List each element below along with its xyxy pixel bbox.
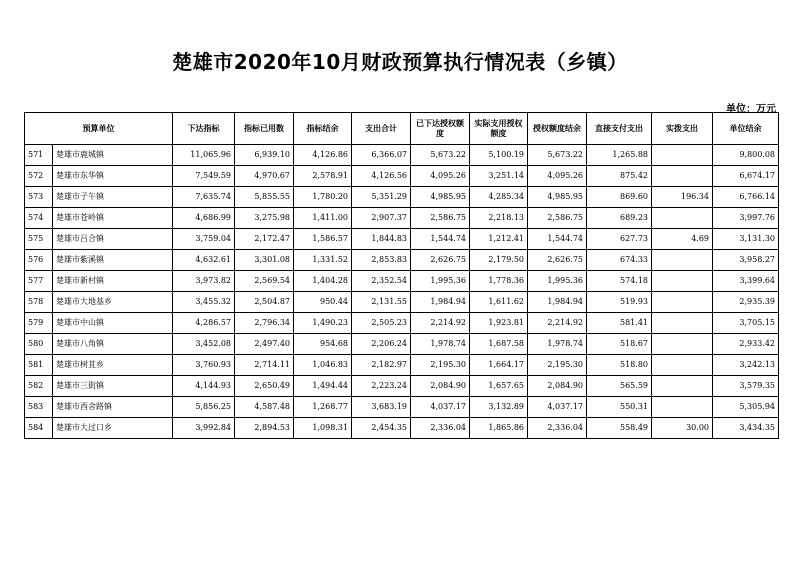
table-cell: 1,778.36 [470, 271, 528, 292]
unit-name: 楚雄市苍岭镇 [53, 208, 173, 229]
table-cell: 3,434.35 [713, 418, 779, 439]
table-cell: 1,865.86 [470, 418, 528, 439]
table-cell: 1,404.28 [294, 271, 352, 292]
table-cell: 1,098.31 [294, 418, 352, 439]
table-cell: 1,687.58 [470, 334, 528, 355]
table-cell: 4,285.34 [470, 187, 528, 208]
row-number: 577 [25, 271, 53, 292]
table-cell: 5,100.19 [470, 145, 528, 166]
column-header: 指标已用数 [235, 113, 294, 145]
table-cell: 6,674.17 [713, 166, 779, 187]
table-cell: 674.33 [587, 250, 652, 271]
table-row [25, 418, 779, 439]
column-header: 实拨支出 [652, 113, 713, 145]
table-cell: 2,853.83 [352, 250, 411, 271]
table-cell: 3,705.15 [713, 313, 779, 334]
table-cell: 2,626.75 [528, 250, 587, 271]
table-cell: 2,195.30 [411, 355, 470, 376]
table-row [25, 229, 779, 250]
table-cell: 6,939.10 [235, 145, 294, 166]
header-row [25, 113, 779, 145]
table-cell: 5,856.25 [173, 397, 235, 418]
table-cell: 875.42 [587, 166, 652, 187]
table-cell: 627.73 [587, 229, 652, 250]
table-row [25, 313, 779, 334]
table-cell: 2,214.92 [528, 313, 587, 334]
table-cell: 2,454.35 [352, 418, 411, 439]
table-cell: 2,586.75 [411, 208, 470, 229]
table-cell: 5,673.22 [528, 145, 587, 166]
unit-name: 楚雄市吕合镇 [53, 229, 173, 250]
table-cell: 2,182.97 [352, 355, 411, 376]
unit-name: 楚雄市大地基乡 [53, 292, 173, 313]
table-cell: 550.31 [587, 397, 652, 418]
table-cell: 3,399.64 [713, 271, 779, 292]
table-cell: 3,973.82 [173, 271, 235, 292]
table-cell: 1,544.74 [411, 229, 470, 250]
table-cell [652, 271, 713, 292]
table-cell: 1,586.57 [294, 229, 352, 250]
table-row [25, 166, 779, 187]
table-cell: 2,497.40 [235, 334, 294, 355]
table-cell: 2,223.24 [352, 376, 411, 397]
table-cell: 2,578.91 [294, 166, 352, 187]
table-row [25, 355, 779, 376]
table-cell: 3,455.32 [173, 292, 235, 313]
table-cell [652, 334, 713, 355]
column-header: 下达指标 [173, 113, 235, 145]
table-cell: 2,626.75 [411, 250, 470, 271]
row-number: 580 [25, 334, 53, 355]
table-cell [652, 250, 713, 271]
table-cell [652, 355, 713, 376]
table-cell: 1,995.36 [411, 271, 470, 292]
table-cell: 4,970.67 [235, 166, 294, 187]
row-number: 573 [25, 187, 53, 208]
table-cell: 2,569.54 [235, 271, 294, 292]
table-cell: 1,844.83 [352, 229, 411, 250]
table-cell: 1,984.94 [528, 292, 587, 313]
page-title: 楚雄市2020年10月财政预算执行情况表（乡镇） [172, 50, 628, 74]
table-cell: 3,275.98 [235, 208, 294, 229]
column-header: 预算单位 [25, 113, 173, 145]
row-number: 571 [25, 145, 53, 166]
table-cell: 2,650.49 [235, 376, 294, 397]
table-cell: 3,452.08 [173, 334, 235, 355]
table-cell: 2,131.55 [352, 292, 411, 313]
table-cell: 4,037.17 [528, 397, 587, 418]
table-cell: 1,657.65 [470, 376, 528, 397]
table-cell: 1,490.23 [294, 313, 352, 334]
table-cell: 4,095.26 [528, 166, 587, 187]
row-number: 579 [25, 313, 53, 334]
table-cell: 3,579.35 [713, 376, 779, 397]
table-cell: 518.80 [587, 355, 652, 376]
table-cell: 2,352.54 [352, 271, 411, 292]
table-cell: 869.60 [587, 187, 652, 208]
table-cell: 2,218.13 [470, 208, 528, 229]
row-number: 572 [25, 166, 53, 187]
table-row [25, 292, 779, 313]
table-cell: 4,286.57 [173, 313, 235, 334]
table-cell: 2,505.23 [352, 313, 411, 334]
table-cell: 565.59 [587, 376, 652, 397]
table-cell: 3,242.13 [713, 355, 779, 376]
column-header: 指标结余 [294, 113, 352, 145]
row-number: 576 [25, 250, 53, 271]
row-number: 582 [25, 376, 53, 397]
table-cell: 30.00 [652, 418, 713, 439]
table-cell: 6,366.07 [352, 145, 411, 166]
table-row [25, 208, 779, 229]
table-cell: 1,978.74 [411, 334, 470, 355]
table-cell: 1,923.81 [470, 313, 528, 334]
table-cell: 2,894.53 [235, 418, 294, 439]
column-header: 直接支付支出 [587, 113, 652, 145]
table-cell: 2,586.75 [528, 208, 587, 229]
unit-name: 楚雄市中山镇 [53, 313, 173, 334]
table-cell: 950.44 [294, 292, 352, 313]
table-cell: 4,095.26 [411, 166, 470, 187]
table-cell [652, 313, 713, 334]
table-cell: 5,855.55 [235, 187, 294, 208]
table-cell: 2,935.39 [713, 292, 779, 313]
table-cell: 3,683.19 [352, 397, 411, 418]
unit-name: 楚雄市树苴乡 [53, 355, 173, 376]
table-cell: 1,664.17 [470, 355, 528, 376]
table-row [25, 271, 779, 292]
table-cell: 1,544.74 [528, 229, 587, 250]
unit-name: 楚雄市东华镇 [53, 166, 173, 187]
table-cell: 6,766.14 [713, 187, 779, 208]
table-cell: 7,549.59 [173, 166, 235, 187]
row-number: 581 [25, 355, 53, 376]
table-cell: 1,046.83 [294, 355, 352, 376]
table-cell: 4,632.61 [173, 250, 235, 271]
table-row [25, 250, 779, 271]
table-cell: 2,214.92 [411, 313, 470, 334]
table-cell: 1,265.88 [587, 145, 652, 166]
row-number: 578 [25, 292, 53, 313]
table-cell: 196.34 [652, 187, 713, 208]
table-cell: 4,587.48 [235, 397, 294, 418]
table-cell: 3,301.08 [235, 250, 294, 271]
table-cell [652, 376, 713, 397]
column-header: 单位结余 [713, 113, 779, 145]
table-row [25, 334, 779, 355]
column-header: 实际支用授权额度 [470, 113, 528, 145]
table-cell: 2,714.11 [235, 355, 294, 376]
table-cell: 1,984.94 [411, 292, 470, 313]
unit-label: 单位：万元 [726, 104, 776, 115]
table-cell: 689.23 [587, 208, 652, 229]
table-cell [652, 166, 713, 187]
table-cell: 4,985.95 [411, 187, 470, 208]
table-cell: 1,212.41 [470, 229, 528, 250]
table-cell: 1,494.44 [294, 376, 352, 397]
table-cell: 3,132.89 [470, 397, 528, 418]
table-cell: 3,251.14 [470, 166, 528, 187]
table-cell [652, 292, 713, 313]
table-cell: 2,179.50 [470, 250, 528, 271]
table-row [25, 187, 779, 208]
table-row [25, 397, 779, 418]
table-cell: 5,305.94 [713, 397, 779, 418]
table-cell: 1,411.00 [294, 208, 352, 229]
table-cell: 4,686.99 [173, 208, 235, 229]
table-cell: 581.41 [587, 313, 652, 334]
table-cell: 518.67 [587, 334, 652, 355]
table-cell [652, 208, 713, 229]
table-cell: 11,065.96 [173, 145, 235, 166]
table-row [25, 145, 779, 166]
table-cell: 2,336.04 [528, 418, 587, 439]
table-cell: 1,978.74 [528, 334, 587, 355]
table-cell [652, 397, 713, 418]
table-cell: 558.49 [587, 418, 652, 439]
table-cell: 2,084.90 [528, 376, 587, 397]
table-cell: 1,995.36 [528, 271, 587, 292]
unit-name: 楚雄市三街镇 [53, 376, 173, 397]
table-body [25, 145, 779, 439]
table-cell: 2,172.47 [235, 229, 294, 250]
table-cell [652, 145, 713, 166]
column-header: 已下达授权额度 [411, 113, 470, 145]
table-cell: 574.18 [587, 271, 652, 292]
table-row [25, 376, 779, 397]
unit-name: 楚雄市子午镇 [53, 187, 173, 208]
table-cell: 954.68 [294, 334, 352, 355]
table-cell: 5,351.29 [352, 187, 411, 208]
table-cell: 2,084.90 [411, 376, 470, 397]
unit-name: 楚雄市大过口乡 [53, 418, 173, 439]
unit-name: 楚雄市八角镇 [53, 334, 173, 355]
table-cell: 4,037.17 [411, 397, 470, 418]
unit-name: 楚雄市新村镇 [53, 271, 173, 292]
table-cell: 2,933.42 [713, 334, 779, 355]
table-cell: 4,126.56 [352, 166, 411, 187]
table-cell: 3,131.30 [713, 229, 779, 250]
row-number: 574 [25, 208, 53, 229]
table-cell: 519.93 [587, 292, 652, 313]
table-cell: 4,985.95 [528, 187, 587, 208]
table-cell: 1,611.62 [470, 292, 528, 313]
unit-name: 楚雄市西舍路镇 [53, 397, 173, 418]
table-cell: 9,800.08 [713, 145, 779, 166]
table-cell: 4,144.93 [173, 376, 235, 397]
table-cell: 3,759.04 [173, 229, 235, 250]
table-cell: 3,958.27 [713, 250, 779, 271]
table-cell: 1,268.77 [294, 397, 352, 418]
table-cell: 5,673.22 [411, 145, 470, 166]
column-header: 支出合计 [352, 113, 411, 145]
table-cell: 2,504.87 [235, 292, 294, 313]
table-cell: 7,635.74 [173, 187, 235, 208]
table-cell: 3,760.93 [173, 355, 235, 376]
unit-name: 楚雄市紫溪镇 [53, 250, 173, 271]
table-cell: 2,206.24 [352, 334, 411, 355]
table-cell: 3,992.84 [173, 418, 235, 439]
table-cell: 3,997.76 [713, 208, 779, 229]
table-cell: 1,780.20 [294, 187, 352, 208]
row-number: 575 [25, 229, 53, 250]
table-cell: 2,796.34 [235, 313, 294, 334]
table-cell: 4,126.86 [294, 145, 352, 166]
table-cell: 4.69 [652, 229, 713, 250]
table-cell: 1,331.52 [294, 250, 352, 271]
column-header: 授权额度结余 [528, 113, 587, 145]
budget-table [24, 112, 779, 439]
table-cell: 2,907.37 [352, 208, 411, 229]
table-cell: 2,336.04 [411, 418, 470, 439]
row-number: 583 [25, 397, 53, 418]
row-number: 584 [25, 418, 53, 439]
table-cell: 2,195.30 [528, 355, 587, 376]
unit-name: 楚雄市鹿城镇 [53, 145, 173, 166]
